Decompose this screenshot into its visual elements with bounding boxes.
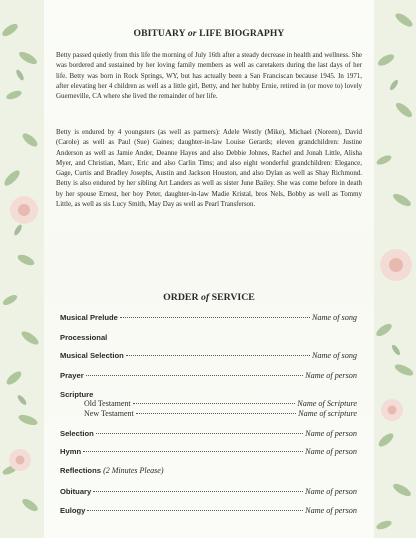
order-heading-connector: of: [201, 292, 210, 303]
service-label: Selection: [60, 429, 94, 438]
service-item-obituary: [60, 487, 357, 496]
service-item-musical-selection: [60, 351, 357, 360]
order-heading-suffix: SERVICE: [211, 292, 255, 303]
dotted-leader: [133, 403, 296, 404]
obituary-heading-prefix: OBITUARY: [133, 28, 186, 39]
service-label: Scripture: [60, 390, 94, 399]
dotted-leader: [87, 510, 303, 511]
order-of-service-heading: [44, 292, 374, 303]
service-label: New Testament: [84, 409, 134, 418]
service-value: Name of person: [305, 487, 357, 496]
obituary-heading: [44, 28, 374, 39]
dotted-leader: [83, 451, 303, 452]
service-label: Old Testament: [84, 399, 131, 408]
service-label: Reflections: [60, 466, 101, 475]
service-label: Obituary: [60, 487, 92, 496]
service-item-scripture: [60, 390, 93, 399]
order-heading-prefix: ORDER: [163, 292, 199, 303]
service-label: Musical Selection: [60, 351, 124, 360]
dotted-leader: [120, 317, 310, 318]
service-value: Name of song: [311, 351, 357, 360]
service-value: Name of person: [305, 506, 357, 515]
service-note: (2 Minutes Please): [103, 466, 164, 475]
floral-border-right-icon: [370, 0, 416, 538]
service-value: Name of Scripture: [297, 399, 357, 408]
service-label: Eulogy: [60, 506, 86, 515]
dotted-leader: [96, 433, 303, 434]
service-item-prayer: [60, 371, 357, 380]
service-item-old-testament: [84, 399, 357, 408]
service-item-processional: [60, 333, 107, 342]
obituary-paragraph-1: Betty passed quietly from this life the morning of July 16th after a steady decrease in health and wellness. She was bordered and sustained by her loving family members as well as caretakers during the last days of her life. Betty was born in Rock Springs, WY, but has actually been a San Franciscan because 1945. In 1971, after elevating her 4 children as well as a little girl, Betty, and her hubby Ernie, retired in (or move to) lovely Guerneville, CA where she lived the remainder of her life.: [56, 51, 362, 101]
service-item-eulogy: [60, 506, 357, 515]
obituary-heading-connector: or: [187, 28, 197, 39]
service-label: Processional: [60, 333, 108, 342]
service-item-reflections: [60, 466, 164, 475]
service-value: Name of person: [305, 429, 357, 438]
obituary-paragraph-2: Betty is endured by 4 youngsters (as well as partners): Adele Westly (Mike), Michael (Noreen), David (Carole) as well as Paul (Sue) Gaines; daughter-in-law Louise Gerards; eleven grandchildren: Justine Anderson as well as Jamie Ander, Deanne Hayes and also Debbie Johnes, Rachel and Jonah Little, Alisha Myer, and Christian, Marc, Eric and also Carlin Tims; and also eight wonderful grandchildren: Elegance, Gage, Curtis and Bradley Josephs, Austin and Jackson Houston, and also Dylan as well as Shay Richmond. Betty is also endured by her sibling Art Landers as well as sister June Bailey. She was come before in death by her spouse Ernest, her boy Peter, daughter-in-law Madie Kristal, bros Nels, Bobby as well as Tommy Little, as well as sis Lucy Smith, May Day as well as Pearl Transferson.: [56, 128, 362, 209]
dotted-leader: [93, 491, 303, 492]
service-value: Name of person: [305, 371, 357, 380]
dotted-leader: [136, 413, 296, 414]
obituary-heading-suffix: LIFE BIOGRAPHY: [199, 28, 285, 39]
service-value: Name of person: [305, 447, 357, 456]
dotted-leader: [126, 355, 310, 356]
service-label: Hymn: [60, 447, 82, 456]
dotted-leader: [86, 375, 303, 376]
service-item-musical-prelude: [60, 313, 357, 322]
service-value: Name of song: [311, 313, 357, 322]
floral-border-left-icon: [0, 0, 46, 538]
service-label: Prayer: [60, 371, 84, 380]
service-item-hymn: [60, 447, 357, 456]
service-label: Musical Prelude: [60, 313, 118, 322]
service-item-new-testament: [84, 409, 357, 418]
service-value: Name of scripture: [298, 409, 357, 418]
service-item-selection: [60, 429, 357, 438]
